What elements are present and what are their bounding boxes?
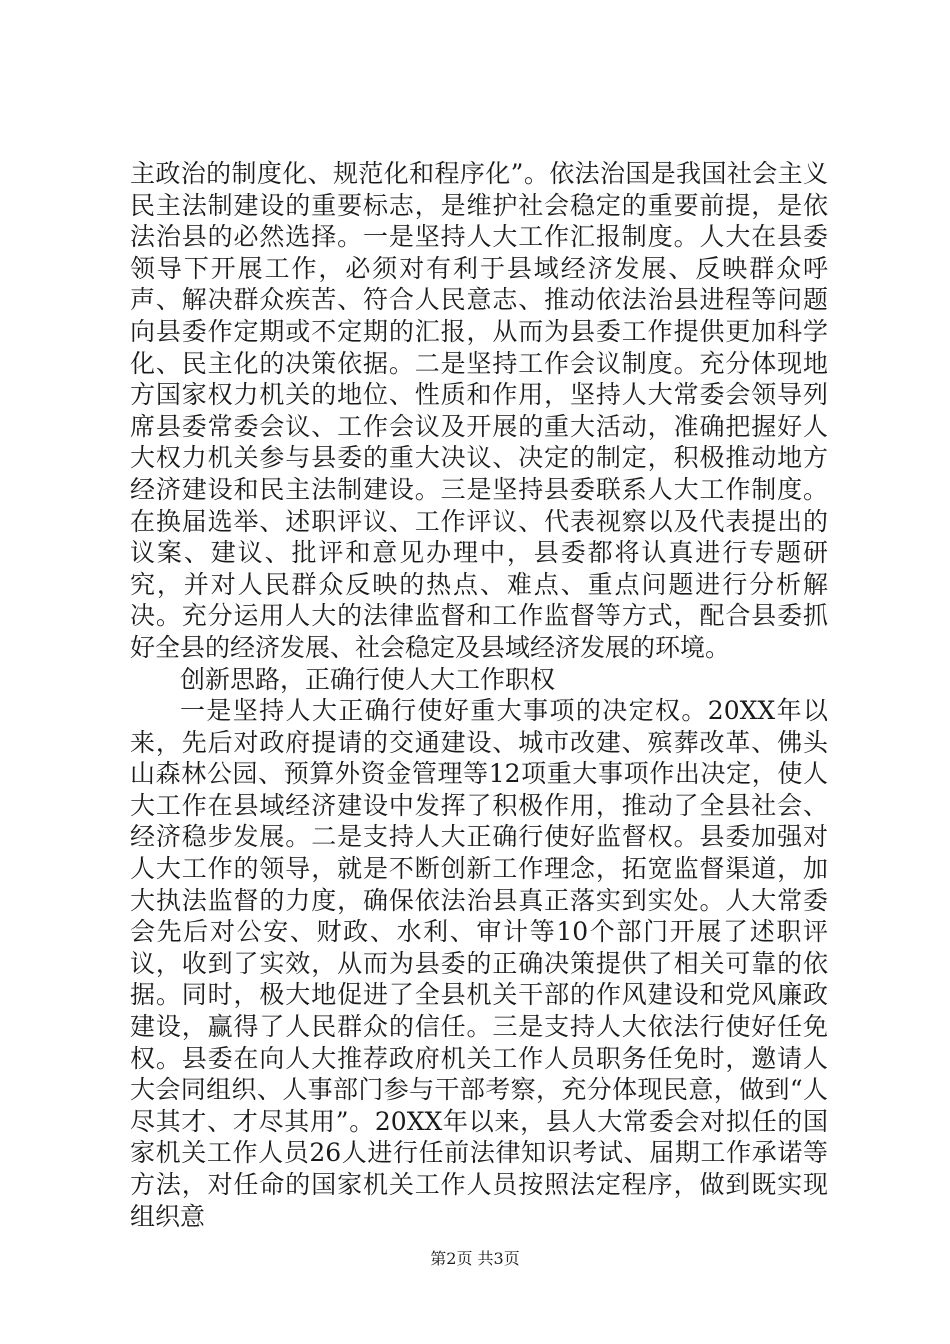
page-footer: 第2页 共3页 [430, 1249, 520, 1268]
section-heading: 创新思路，正确行使人大工作职权 [180, 664, 556, 694]
paragraph-continued: 主政治的制度化、规范化和程序化”。依法治国是我国社会主义民主法制建设的重要标志，是维护社会稳定的重要前提，是依法治县的必然选择。一是坚持人大工作汇报制度。人大在县委领导下开展工作，必须对有利于县域经济发展、反映群众呼声、解决群众疾苦、符合人民意志、推动依法治县进程等问题向县委作定期或不定期的汇报，从而为县委工作提供更加科学化、民主化的决策依据。二是坚持工作会议制度。充分体现地方国家权力机关的地位、性质和作用，坚持人大常委会领导列席县委常委会议、工作会议及开展的重大活动，准确把握好人大权力机关参与县委的重大决议、决定的制定，积极推动地方经济建设和民主法制建设。三是坚持县委联系人大工作制度。在换届选举、述职评议、工作评议、代表视察以及代表提出的议案、建议、批评和意见办理中，县委都将认真进行专题研究，并对人民群众反映的热点、难点、重点问题进行分析解决。充分运用人大的法律监督和工作监督等方式，配合县委抓好全县的经济发展、社会稳定及县域经济发展的环境。 [130, 159, 828, 662]
paragraph-decision-rights: 一是坚持人大正确行使好重大事项的决定权。20XX年以来，先后对政府提请的交通建设、城市改建、殡葬改革、佛头山森林公园、预算外资金管理等12项重大事项作出决定，使人大工作在县域经济建设中发挥了积极作用，推动了全县社会、经济稳步发展。二是支持人大正确行使好监督权。县委加强对人大工作的领导，就是不断创新工作理念，拓宽监督渠道，加大执法监督的力度，确保依法治县真正落实到实处。人大常委会先后对公安、财政、水利、审计等10个部门开展了述职评议，收到了实效，从而为县委的正确决策提供了相关可靠的依据。同时，极大地促进了全县机关干部的作风建设和党风廉政建设，赢得了人民群众的信任。三是支持人大依法行使好任免权。县委在向人大推荐政府机关工作人员职务任免时，邀请人大会同组织、人事部门参与干部考察，充分体现民意，做到“人尽其才、才尽其用”。20XX年以来，县人大常委会对拟任的国家机关工作人员26人进行任前法律知识考试、届期工作承诺等方法，对任命的国家机关工作人员按照法定程序，做到既实现组织意 [130, 696, 828, 1231]
document-body [130, 158, 828, 1232]
